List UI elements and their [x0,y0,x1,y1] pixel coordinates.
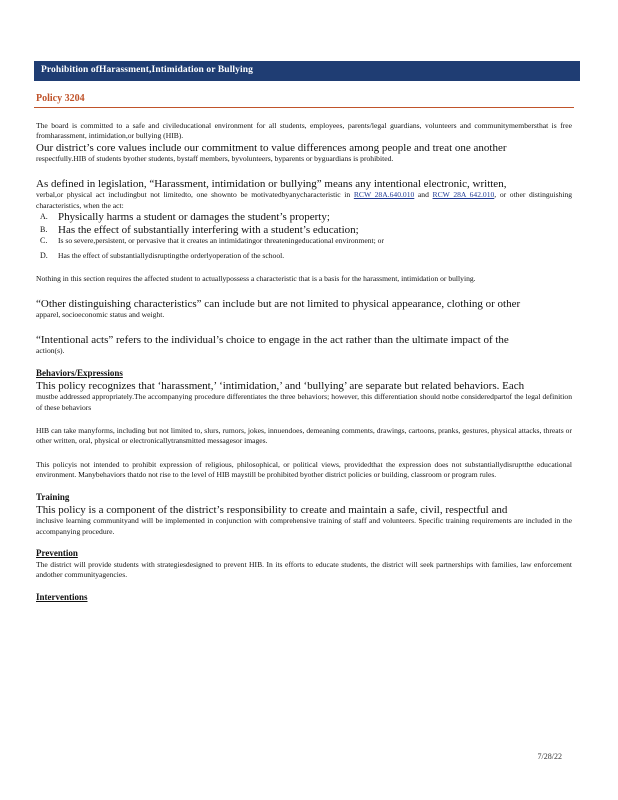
policy-number: Policy 3204 [36,93,85,104]
other-characteristics-rest: apparel, socioeconomic status and weight. [36,310,165,320]
interventions-heading: Interventions [36,591,88,602]
intentional-acts-lead: “Intentional acts” refers to the individual’s choice to engage in the act rather than the ultimate impact of the [36,333,509,346]
prevention-heading: Prevention [36,548,78,559]
intentional-acts-rest: action(s). [36,346,65,356]
behaviors-lead: This policy recognizes that ‘harassment,’ ‘intimidation,’ and ‘bullying’ are separate but related behaviors. Each [36,379,525,392]
list-label: C. [40,236,48,246]
prevention-paragraph: The district will provide students with strategiesdesigned to prevent HIB. In its efforts to educate students, the district will seek partnerships with families, law enforcement andother communityagencies. [36,560,572,580]
list-text: Physically harms a student or damages the student’s property; [58,211,330,224]
definition-text-a: verbal,or physical act includingbut not limitedto, one shownto be motivatedbyanycharacteristic in [36,190,351,200]
rcw-link-2[interactable]: RCW 28A 642.010 [432,190,495,200]
other-characteristics-lead: “Other distinguishing characteristics” can include but are not limited to physical appearance, clothing or other [36,297,521,310]
hib-forms-paragraph: HIB can take manyforms, including but not limited to, slurs, rumors, jokes, innuendoes, demeaning comments, drawings, cartoons, pranks, gestures, physical attacks, threats or other written, oral, physical or electronicallytransmitted messagesor images. [36,426,572,446]
list-item [40,211,572,224]
list-label: D. [40,250,48,260]
revision-date: 7/28/22 [537,752,562,761]
training-lead: This policy is a component of the district’s responsibility to create and maintain a safe, civil, respectful and [36,503,508,516]
policy-body [36,121,572,604]
list-label: A. [40,212,48,222]
definition-text-b: , or other distinguishing characteristics, when the act: [36,190,573,210]
list-text: Has the effect of substantiallydisruptingthe orderlyoperation of the school. [58,250,285,260]
list-text: Has the effect of substantially interfering with a student’s education; [58,223,359,236]
intro-paragraph: The board is committed to a safe and civileducational environment for all students, employees, parents/legal guardians, volunteers and communitymembersthat is free fromharassment, intimidation,or bullying (HIB). [36,121,572,141]
training-heading: Training [36,491,70,502]
list-item [40,223,572,237]
behaviors-heading: Behaviors/Expressions [36,367,123,378]
list-item [40,236,572,246]
nothing-paragraph: Nothing in this section requires the affected student to actuallypossess a characteristic that is a basis for the harassment, intimidation or bullying. [36,274,476,284]
policy-title: Prohibition ofHarassment,Intimidation or Bullying [41,65,253,75]
definition-and: and [417,190,429,200]
title-banner [34,61,580,81]
list-item [40,250,572,261]
training-rest: inclusive learning communityand will be implemented in conjunction with comprehensive training of staff and volunteers. Specific training requirements are included in the accompanying procedure. [36,516,572,536]
header-divider [34,107,574,108]
list-label: B. [40,224,48,234]
definition-paragraph [36,190,572,211]
prohibited-line: respectfully.HIB of students byother students, bystaff members, byvolunteers, byparents or byguardians is prohibited. [36,154,394,164]
rcw-link-1[interactable]: RCW 28A.640.010 [353,190,415,200]
core-values-line: Our district’s core values include our commitment to value differences among people and treat one another [36,141,507,154]
act-criteria-list [36,211,572,261]
expression-paragraph: This policyis not intended to prohibit expression of religious, philosophical, or political views, providedthat the expression does not substantiallydisruptthe educational environment. Manybehaviors thatdo not rise to the level of HIB maystill be prohibited byother district policies or building, classroom or program rules. [36,459,572,480]
behaviors-rest: mustbe addressed appropriately.The accompanying procedure differentiates the three behaviors; however, this differentiation should notbe consideredpartof the legal definition of these behaviors [36,392,572,412]
list-text: Is so severe,persistent, or pervasive that it creates an intimidatingor threateningeducational environment; or [58,236,385,246]
definition-lead: As defined in legislation, “Harassment, intimidation or bullying” means any intentional electronic, written, [36,177,507,190]
